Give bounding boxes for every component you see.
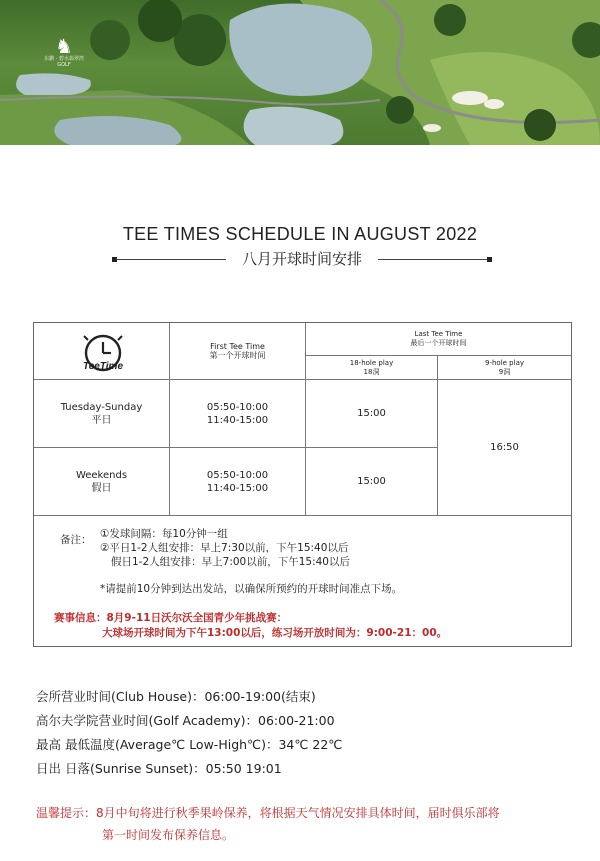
header-18-hole — [306, 356, 437, 379]
notes-line-3: 假日1-2人组安排：早上7:00以前，下午15:40以后 — [111, 556, 350, 568]
academy-hours: 高尔夫学院营业时间(Golf Academy)：06:00-21:00 — [36, 713, 335, 728]
header-9-hole-cn: 9洞 — [498, 367, 511, 376]
first-tee-time: 11:40-15:00 — [206, 482, 269, 494]
notes-label: 备注： — [60, 534, 92, 546]
table-row-weekday-last-18 — [306, 380, 437, 447]
last-9-time: 16:50 — [490, 442, 519, 453]
page-title-cn: 八月开球时间安排 — [241, 250, 362, 268]
title-divider-right — [378, 259, 488, 260]
club-logo — [44, 36, 84, 68]
table-row-weekend-last-18 — [306, 448, 437, 515]
page-title-cn-row — [112, 248, 492, 272]
day-cn: 平日 — [91, 414, 112, 426]
sunrise-sunset-info: 日出 日落(Sunrise Sunset)：05:50 19:01 — [36, 761, 282, 776]
reminder-line-1: 温馨提示：8月中旬将进行秋季果岭保养，将根据天气情况安排具体时间，届时俱乐部将 — [36, 806, 500, 820]
header-9-hole — [438, 356, 571, 379]
horse-logo-icon: ♞ — [55, 34, 73, 58]
header-9-hole-en: 9-hole play — [485, 358, 524, 367]
notes-line-4: *请提前10分钟到达出发站，以确保所预约的开球时间准点下场。 — [100, 583, 403, 595]
first-tee-time: 05:50-10:00 — [206, 469, 269, 481]
last-18-time: 15:00 — [357, 408, 386, 419]
tee-time-logo — [78, 331, 128, 375]
title-square-bullet-right — [487, 257, 492, 262]
table-row-weekend-label — [34, 448, 169, 515]
day-en: Weekends — [75, 469, 128, 481]
last-18-time: 15:00 — [357, 476, 386, 487]
header-first-tee-cn: 第一个开球时间 — [209, 351, 266, 360]
schedule-table — [33, 322, 572, 647]
table-row-weekday-label — [34, 380, 169, 447]
logo-text: 东鹏 · 碧水翡翠湾 GOLF — [44, 56, 84, 68]
header-last-tee-en: Last Tee Time — [414, 330, 463, 338]
temperature-info: 最高 最低温度(Average℃ Low-High℃)：34℃ 22℃ — [36, 737, 343, 752]
day-cn: 假日 — [91, 482, 112, 494]
notes-line-1: ①发球间隔：每10分钟一组 — [100, 528, 228, 540]
table-row-weekend-first-tee — [170, 448, 305, 515]
last-9-hole-time — [438, 380, 571, 515]
notes-line-2: ②平日1-2人组安排：早上7:30以前，下午15:40以后 — [100, 542, 349, 554]
course-banner-image — [0, 0, 600, 145]
clubhouse-hours: 会所营业时间(Club House)：06:00-19:00(结束) — [36, 689, 316, 704]
day-en: Tuesday-Sunday — [60, 401, 143, 413]
header-last-tee-cn: 最后一个开球时间 — [410, 339, 467, 347]
reminder-line-2: 第一时间发布保养信息。 — [102, 828, 235, 842]
header-18-hole-en: 18-hole play — [349, 358, 394, 367]
event-info-line-1: 赛事信息：8月9-11日沃尔沃全国青少年挑战赛： — [54, 612, 288, 624]
golf-course-aerial-illustration — [0, 0, 600, 145]
header-last-tee — [306, 323, 571, 355]
first-tee-time: 05:50-10:00 — [206, 401, 269, 413]
table-row-weekday-first-tee — [170, 380, 305, 447]
first-tee-time: 11:40-15:00 — [206, 414, 269, 426]
header-first-tee — [170, 323, 305, 379]
event-info-line-2: 大球场开球时间为下午13:00以后，练习场开放时间为：9:00-21：00。 — [102, 627, 448, 639]
header-first-tee-en: First Tee Time — [210, 342, 265, 351]
page-title-en: TEE TIMES SCHEDULE IN AUGUST 2022 — [122, 224, 478, 244]
grid-line — [34, 515, 571, 516]
tee-time-logo-text: TeeTime — [82, 361, 124, 372]
header-18-hole-cn: 18洞 — [363, 367, 380, 376]
